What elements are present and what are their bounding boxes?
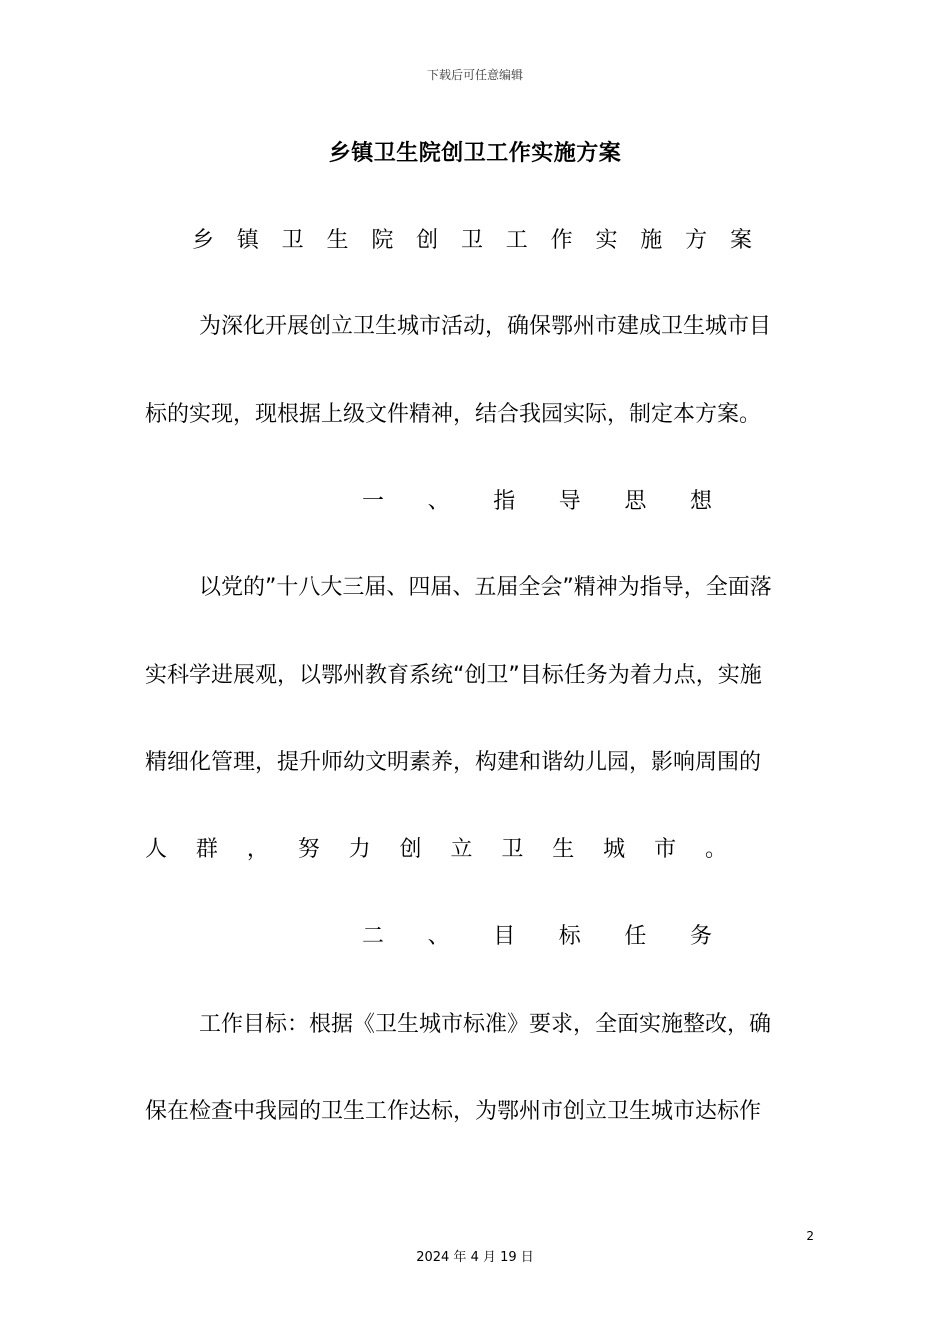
heading-char: 标 xyxy=(558,924,581,949)
heading-char: 二 xyxy=(362,924,385,949)
subtitle-char: 卫 xyxy=(460,228,483,253)
paragraph-char: 力 xyxy=(348,837,371,862)
paragraph-char: 。 xyxy=(704,837,727,862)
heading-char: 指 xyxy=(493,489,516,514)
intro-line: 为深化开展创立卫生城市活动，确保鄂州市建成卫生城市目 xyxy=(199,314,772,339)
subtitle-char: 乡 xyxy=(192,228,215,253)
subtitle-char: 工 xyxy=(505,228,528,253)
subtitle-char: 方 xyxy=(685,228,708,253)
section2-line: 工作目标：根据《卫生城市标准》要求，全面实施整改，确 xyxy=(199,1012,772,1037)
paragraph-char: ， xyxy=(246,837,269,862)
heading-char: 思 xyxy=(624,489,647,514)
heading-char: 一 xyxy=(362,489,385,514)
header-note: 下载后可任意编辑 xyxy=(426,68,523,82)
paragraph-char: 创 xyxy=(399,837,422,862)
page-number: 2 xyxy=(806,1229,814,1243)
paragraph-char: 人 xyxy=(145,837,168,862)
heading-char: 想 xyxy=(689,489,712,514)
heading-char: 务 xyxy=(689,924,712,949)
subtitle-char: 实 xyxy=(595,228,618,253)
document-subtitle xyxy=(192,226,752,256)
paragraph-char: 生 xyxy=(552,837,575,862)
heading-char: 、 xyxy=(427,489,450,514)
paragraph-char: 群 xyxy=(195,837,218,862)
section-heading-1 xyxy=(362,487,712,517)
subtitle-char: 生 xyxy=(326,228,349,253)
paragraph-char: 市 xyxy=(654,837,677,862)
heading-char: 目 xyxy=(493,924,516,949)
section1-last-line xyxy=(145,835,727,865)
section1-line: 以党的”十八大三届、四届、五届全会”精神为指导，全面落 xyxy=(199,575,772,600)
paragraph-char: 立 xyxy=(450,837,473,862)
section2-line: 保在检查中我园的卫生工作达标，为鄂州市创立卫生城市达标作 xyxy=(145,1099,762,1124)
document-title: 乡镇卫生院创卫工作实施方案 xyxy=(328,141,622,166)
section1-line: 实科学进展观，以鄂州教育系统“创卫”目标任务为着力点，实施 xyxy=(145,663,762,688)
intro-line: 标的实现，现根据上级文件精神，结合我园实际，制定本方案。 xyxy=(145,402,762,427)
subtitle-char: 院 xyxy=(371,228,394,253)
subtitle-char: 施 xyxy=(640,228,663,253)
subtitle-char: 镇 xyxy=(236,228,259,253)
section-heading-2 xyxy=(362,922,712,952)
paragraph-char: 城 xyxy=(603,837,626,862)
subtitle-char: 卫 xyxy=(281,228,304,253)
heading-char: 导 xyxy=(558,489,581,514)
footer-date: 2024 年 4 月 19 日 xyxy=(416,1250,534,1265)
subtitle-char: 作 xyxy=(550,228,573,253)
subtitle-char: 案 xyxy=(729,228,752,253)
section1-line: 精细化管理，提升师幼文明素养，构建和谐幼儿园，影响周围的 xyxy=(145,750,762,775)
subtitle-char: 创 xyxy=(416,228,439,253)
heading-char: 任 xyxy=(624,924,647,949)
paragraph-char: 卫 xyxy=(501,837,524,862)
heading-char: 、 xyxy=(427,924,450,949)
paragraph-char: 努 xyxy=(297,837,320,862)
